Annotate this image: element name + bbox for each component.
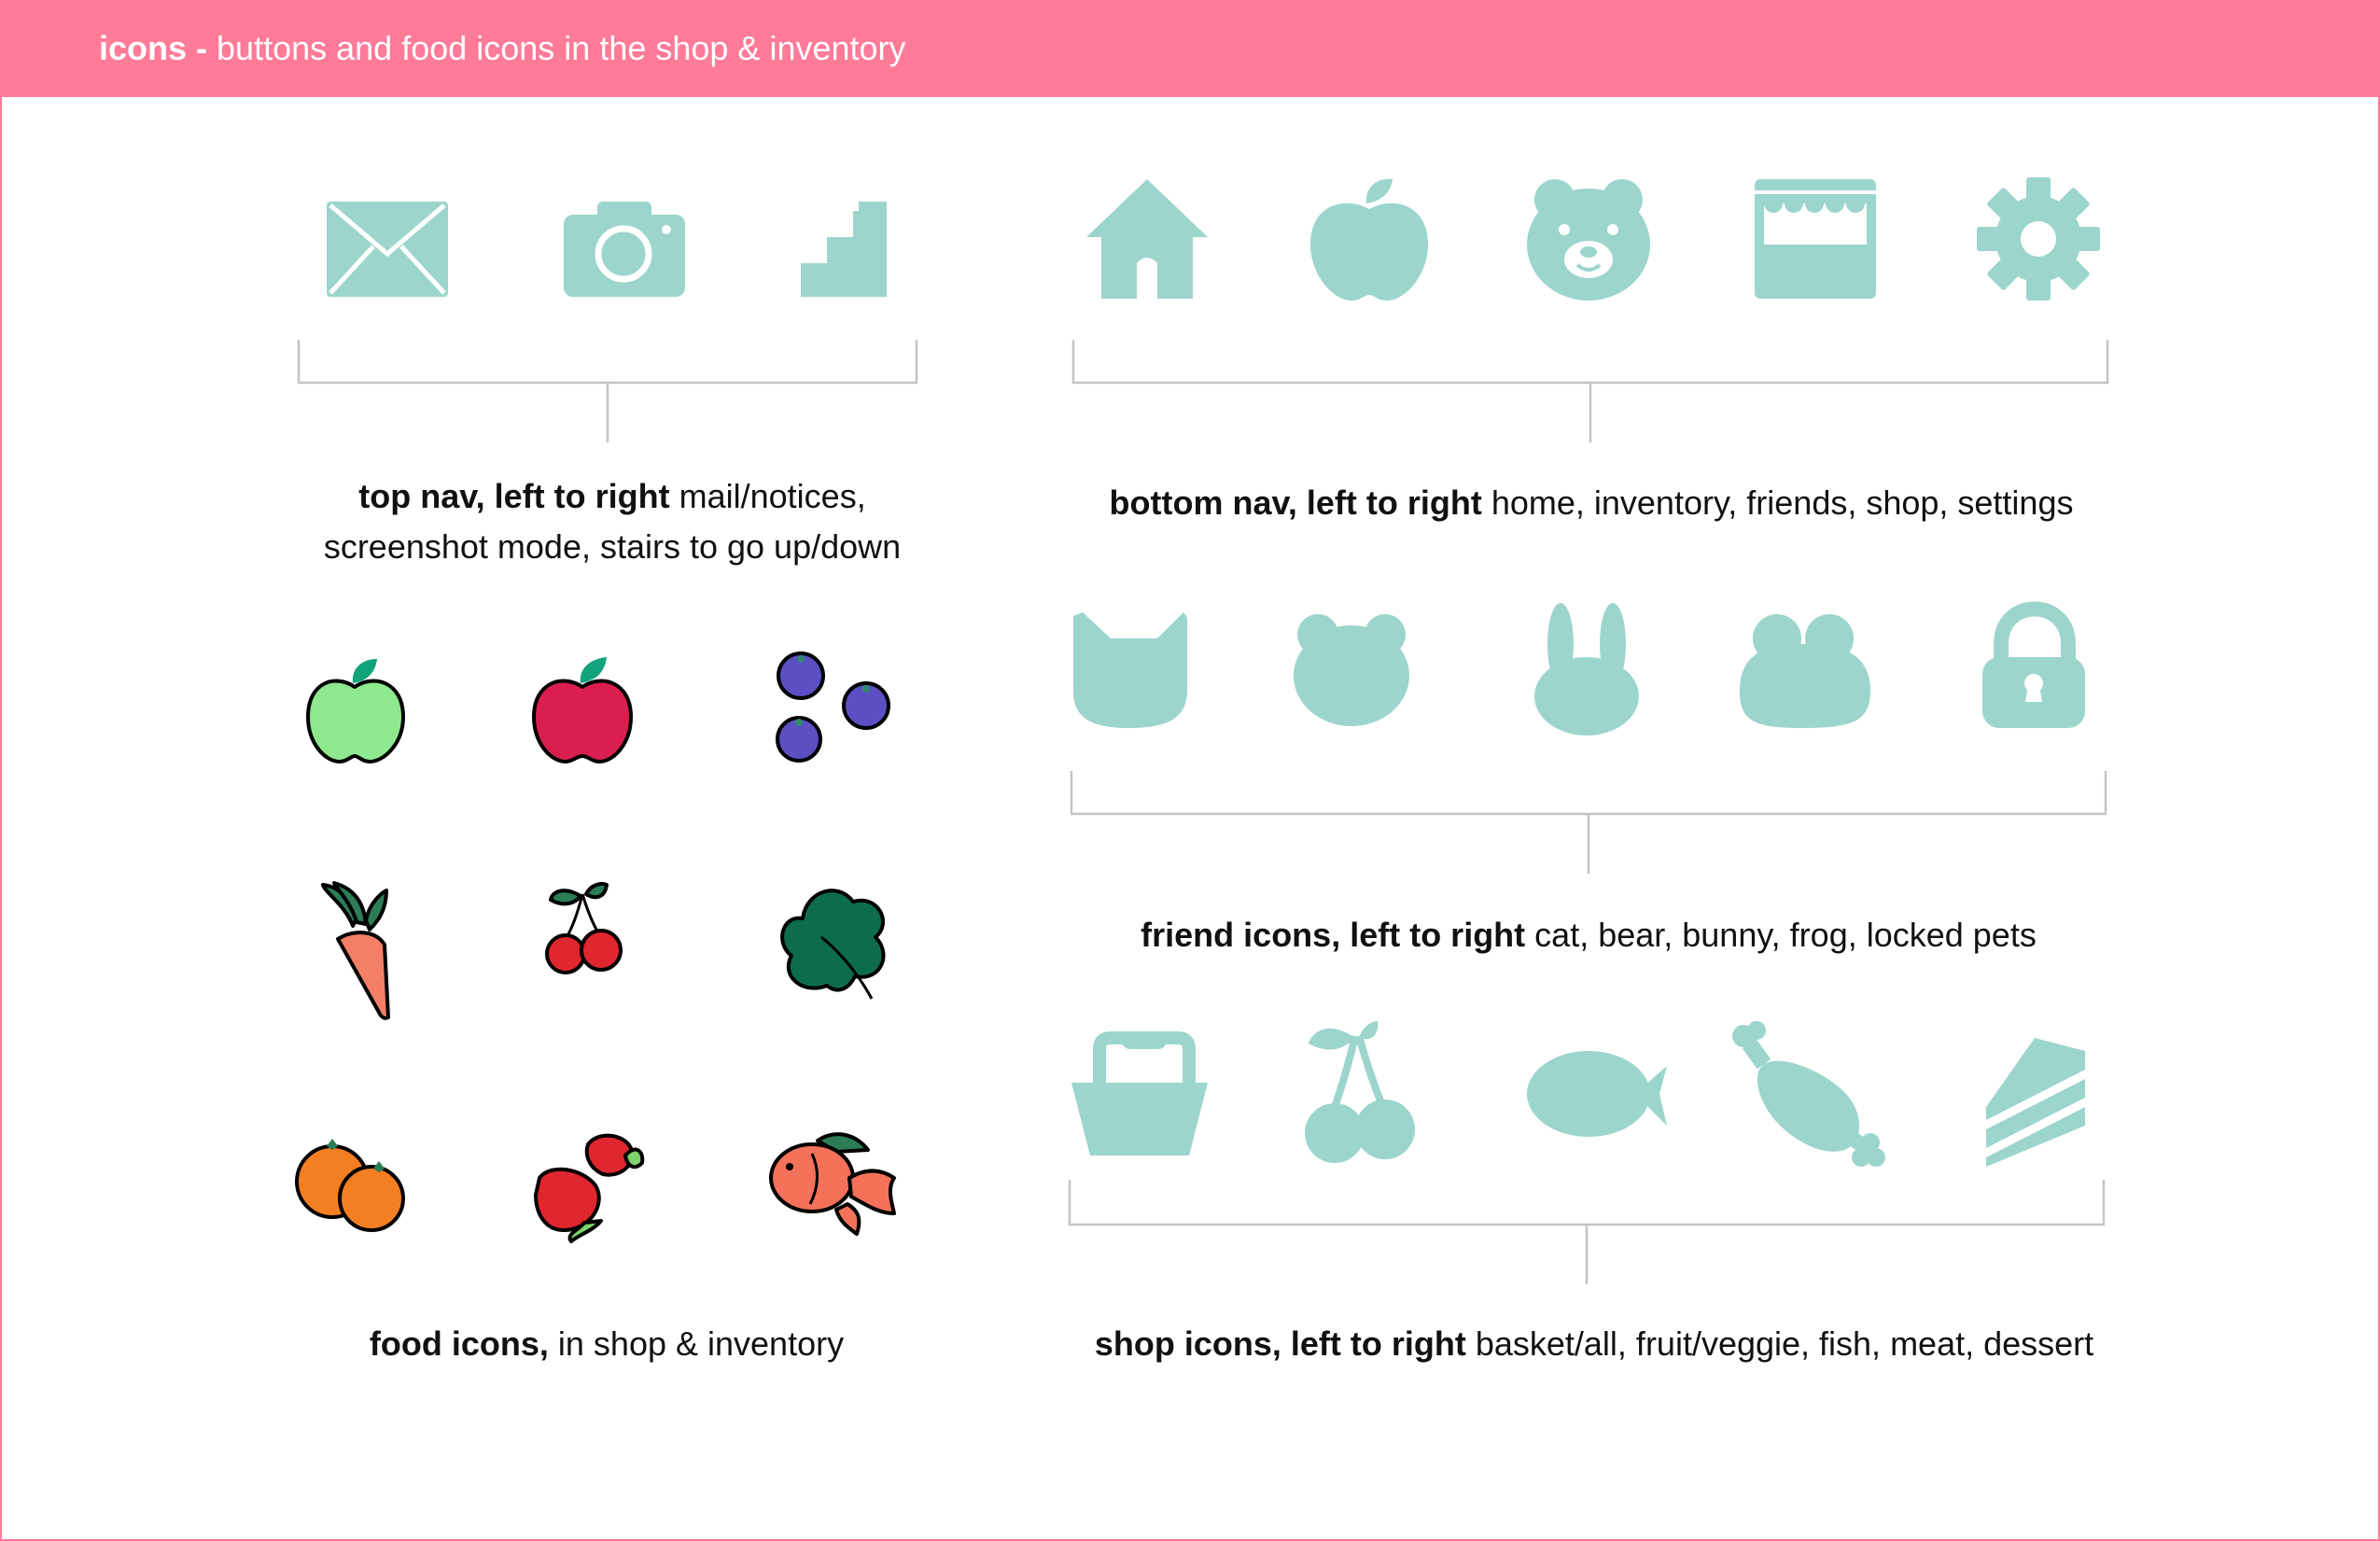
bracket-friends	[1071, 771, 2106, 874]
stairs-icon[interactable]	[801, 202, 887, 297]
basket-icon[interactable]	[1071, 1032, 1208, 1156]
frog-icon[interactable]	[1740, 614, 1870, 728]
apple-icon[interactable]	[1310, 179, 1428, 301]
bracket-top-nav	[299, 340, 917, 442]
cake-icon[interactable]	[1986, 1038, 2085, 1167]
green-apple-icon	[308, 659, 403, 762]
caption-top-nav	[324, 471, 901, 572]
header-title: icons -	[99, 29, 208, 67]
bear-icon[interactable]	[1527, 179, 1650, 301]
caption-friend	[1141, 910, 2037, 960]
lettuce-icon	[782, 890, 883, 999]
bracket-shop	[1070, 1180, 2104, 1284]
bracket-bottom-nav	[1073, 340, 2107, 442]
caption-shop-rest: basket/all, fruit/veggie, fish, meat, dessert	[1465, 1324, 2094, 1363]
bunny-icon[interactable]	[1534, 603, 1639, 735]
home-icon[interactable]	[1086, 179, 1208, 299]
caption-top-nav-line2: screenshot mode, stairs to go up/down	[323, 527, 902, 566]
red-apple-icon	[534, 657, 631, 762]
caption-friend-rest: cat, bear, bunny, frog, locked pets	[1525, 916, 2037, 954]
caption-shop	[1095, 1319, 2093, 1369]
fish-food-icon	[771, 1134, 894, 1234]
fish-icon[interactable]	[1527, 1051, 1667, 1137]
cat-icon[interactable]	[1073, 612, 1187, 728]
bear-face-icon[interactable]	[1294, 614, 1409, 726]
caption-food-bold: food icons,	[369, 1324, 549, 1363]
header-subtitle: buttons and food icons in the shop & inventory	[217, 29, 906, 67]
cherry-icon[interactable]	[1305, 1021, 1415, 1163]
caption-friend-bold: friend icons, left to right	[1141, 916, 1526, 954]
caption-bottom-nav-rest: home, inventory, friends, shop, settings	[1481, 483, 2074, 522]
caption-food-rest: in shop & inventory	[548, 1324, 845, 1363]
blueberries-icon	[777, 653, 889, 761]
shop-icon[interactable]	[1755, 179, 1876, 299]
cherries-icon	[547, 884, 621, 973]
oranges-icon	[297, 1139, 403, 1230]
meat-icon[interactable]	[1732, 1021, 1885, 1167]
carrot-icon	[323, 883, 388, 1018]
caption-bottom-nav	[1110, 478, 2074, 528]
caption-top-nav-rest: mail/notices,	[669, 477, 866, 515]
caption-food	[370, 1319, 844, 1369]
camera-icon[interactable]	[564, 202, 685, 297]
caption-top-nav-line1	[324, 471, 901, 522]
gear-icon[interactable]	[1977, 177, 2100, 301]
mail-icon[interactable]	[327, 202, 448, 297]
caption-bottom-nav-bold: bottom nav, left to right	[1109, 483, 1482, 522]
strawberries-icon	[536, 1136, 642, 1241]
lock-icon[interactable]	[1982, 609, 2085, 729]
caption-top-nav-bold: top nav, left to right	[358, 477, 670, 515]
caption-shop-bold: shop icons, left to right	[1094, 1324, 1466, 1363]
